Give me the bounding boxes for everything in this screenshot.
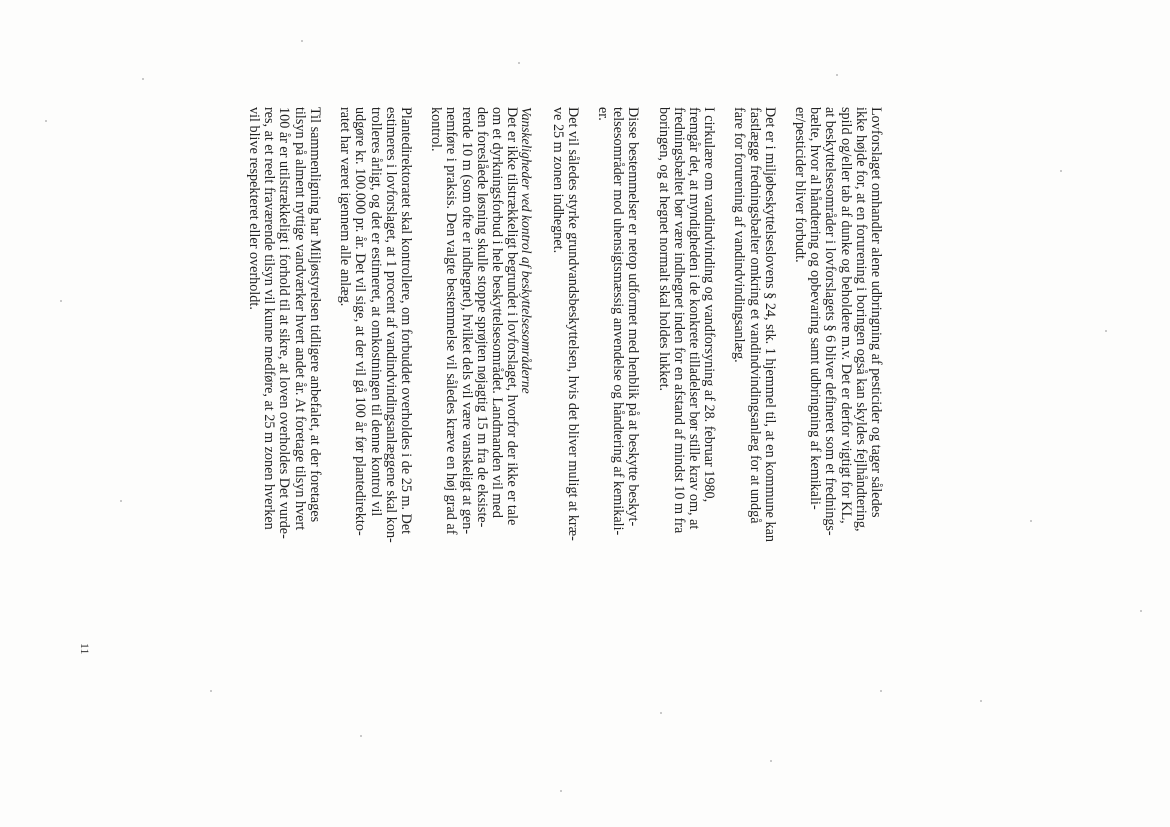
scan-speck bbox=[120, 500, 122, 502]
scan-speck bbox=[1060, 170, 1062, 172]
scan-speck bbox=[980, 700, 982, 702]
scan-speck bbox=[142, 78, 144, 80]
scan-speck bbox=[518, 62, 520, 64]
paragraph-5: Det vil således styrke grundvandsbeskyttelsen, hvis det bliver muligt at kræ- ve 25 m zonen indhegnet. bbox=[549, 107, 581, 541]
scan-speck bbox=[560, 790, 562, 792]
section-paragraph-1: Det er ikke tilstrækkeligt begrundet i lovforslaget, hvorfor der ikke er tale om et dyrkningsforbud i hele beskyttelsesområdet. Landmanden vil med den foreslåede løsning skulle stoppe sprøjten nøjagtig 15 m fra de eksiste- rende 10 m (som ofte er indhegnet), hvilket dels vil være vanskeligt at gen- nemføre i praksis. Den valgte bestemmelse vil således kræve en høj grad af kontrol. bbox=[428, 107, 521, 535]
scan-speck bbox=[1030, 520, 1032, 522]
scan-speck bbox=[360, 735, 362, 737]
section-heading: Vanskeligheder ved kontrol af beskyttelsesområderne bbox=[519, 107, 535, 394]
scan-speck bbox=[880, 690, 882, 692]
paragraph-2: Det er i miljøbeskyttelseslovens § 24, stk. 1 hjemmel til, at en kommune kan fastlægge fredningsbælter omkring et vandindvindingsanlæg for at undgå fare for forurening af vandindvindingsanlæg. bbox=[731, 107, 778, 543]
scan-speck bbox=[301, 40, 303, 42]
section-paragraph-3: Til sammenligning har Miljøstyrelsen tidligere anbefalet, at der foretages tilsyn på alment nyttige vandværker hvert andet år. At foretage tilsyn hvert 100 år er utilstrækkeligt i forhold til at sikre, at loven overholdes Det vurde- res, at et reelt fraværende tilsyn vil kunne medføre, at 25 m zonen hverken vil blive respekteret eller overholdt. bbox=[246, 107, 323, 539]
scan-speck bbox=[660, 712, 662, 714]
scan-speck bbox=[770, 760, 772, 762]
paragraph-3: I cirkulære om vandindvinding og vandforsyning af 28. februar 1980, fremgår det, at myndigheden i de konkrete tilladelser bør stille krav om, at fredningsbæltet bør være indhegnet inden for en afstand af mindst 10 m fra boringen, og at hegnet normalt skal holdes lukket. bbox=[655, 107, 718, 534]
scan-speck bbox=[210, 690, 212, 692]
scan-speck bbox=[1140, 610, 1142, 612]
scan-speck bbox=[45, 120, 47, 122]
paragraph-4: Disse bestemmelser er netop udformet med henblik på at beskytte beskyt- telsesområder mod uhensigtsmæssig anvendelse og håndtering af kemikali- er. bbox=[594, 107, 642, 536]
section-paragraph-2: Plantedirektoratet skal kontrollere, om forbuddet overholdes i de 25 m. Det estimeres i lovforslaget, at 1 procent af vandindvindingsanlæggene skal kon- trolleres årligt, og det er estimeret, at omkostningen til denne kontrol vil udgøre kr. 100.000 pr. år. Det vil sige, at der vil gå 100 år før plantedirekto- ratet har været igennem alle anlæg. bbox=[337, 107, 414, 543]
scan-speck bbox=[1105, 330, 1107, 332]
document-body bbox=[163, 107, 883, 627]
page-number: 11 bbox=[78, 643, 92, 655]
scan-speck bbox=[836, 74, 838, 76]
scan-speck bbox=[60, 300, 62, 302]
paragraph-1: Lovforslaget omhandler alene udbringning af pesticider og tager således ikke højde for, at en forurening i boringen også kan skyldes fejlhåndtering, spild og/eller tab af dunke og beholdere m.v. Det er derfor vigtigt for KL, at beskyttelsesområder i lovforslagets § 6 bliver defineret som et frednings- bælte, hvor al håndtering og opbevaring samt udbringning af kemikali- er/pesticider bliver forbudt. bbox=[791, 107, 884, 536]
